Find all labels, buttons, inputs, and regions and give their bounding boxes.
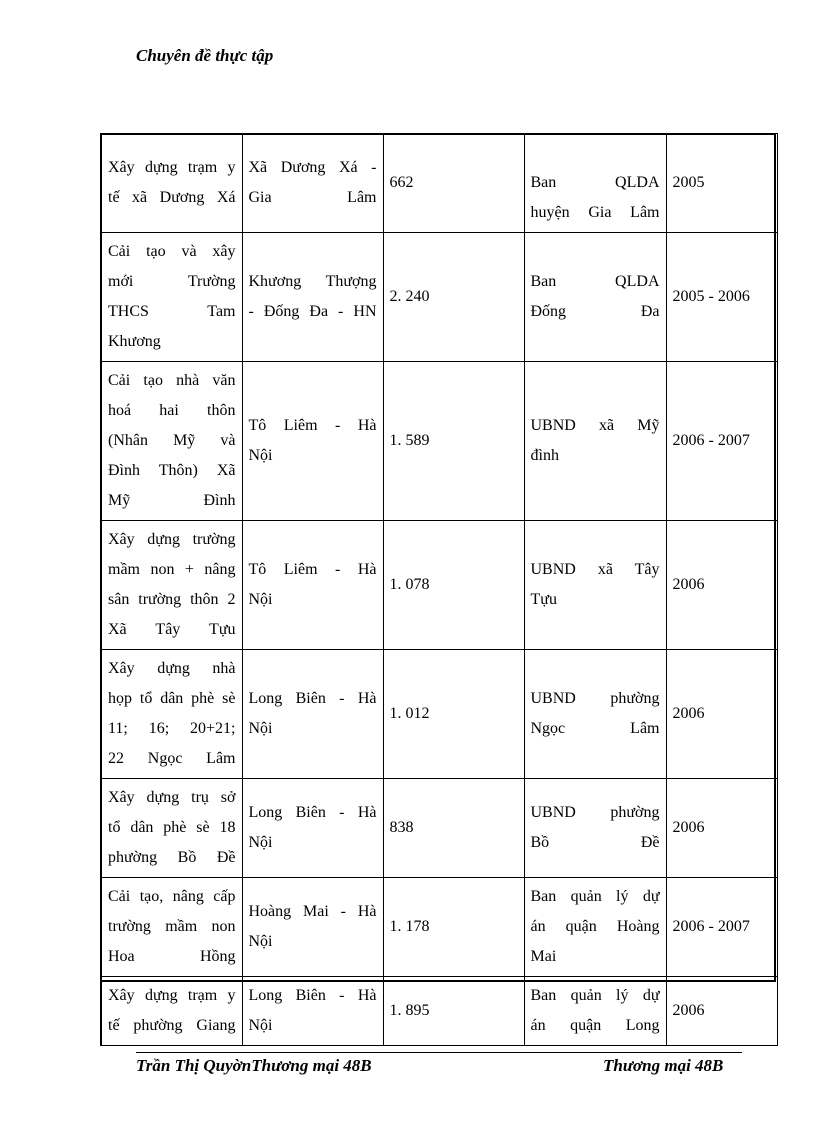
project-cell-line: tổ dân phè sè 18	[108, 819, 236, 836]
value-cell-text: 1. 012	[389, 705, 430, 722]
year-cell	[666, 521, 777, 650]
project-cell-line: Xây dựng trụ sở	[108, 789, 236, 806]
footer-right-text: Thương mại 48B	[603, 1056, 724, 1075]
location-cell-line: Hoàng Mai - Hà	[248, 903, 377, 920]
project-cell-line: Xây dựng trạm y	[108, 987, 236, 1004]
year-cell-text: 2006	[672, 705, 705, 722]
owner-cell	[524, 977, 666, 1046]
project-cell-line: tế xã Dương Xá	[108, 189, 236, 206]
location-cell-line: Nội	[248, 720, 273, 737]
project-cell-line: Xây dựng trường	[108, 531, 236, 548]
location-cell	[242, 779, 383, 878]
owner-cell-line: Ban QLDA	[530, 174, 660, 191]
project-cell-line: Cải tạo nhà văn	[108, 372, 236, 389]
location-cell-line: Long Biên - Hà	[248, 987, 377, 1004]
value-cell-text: 1. 078	[389, 576, 430, 593]
location-cell-line: - Đống Đa - HN	[248, 303, 377, 320]
project-cell-line: Cải tạo, nâng cấp	[108, 888, 236, 905]
value-cell	[383, 779, 524, 878]
year-cell-text: 2006	[672, 576, 705, 593]
year-cell	[666, 233, 777, 362]
location-cell-line: Nội	[248, 1017, 273, 1034]
owner-cell-line: UBND phường	[530, 690, 660, 707]
project-cell-line: trường mầm non	[108, 918, 236, 935]
year-cell-text: 2006 - 2007	[672, 918, 750, 935]
project-cell	[101, 650, 242, 779]
table-row	[101, 878, 777, 977]
location-cell	[242, 134, 383, 233]
location-cell-line: Nội	[248, 591, 273, 608]
location-cell	[242, 650, 383, 779]
value-cell	[383, 134, 524, 233]
location-cell-line: Tô Liêm - Hà	[248, 561, 377, 578]
owner-cell-line: Ban quản lý dự	[530, 987, 660, 1004]
location-cell-line: Nội	[248, 834, 273, 851]
page-header-title: Chuyên đề thực tập	[136, 46, 274, 65]
project-cell-line: Xã Tây Tựu	[108, 621, 236, 638]
value-cell	[383, 878, 524, 977]
project-cell-line: Cải tạo và xây	[108, 243, 236, 260]
table-row	[101, 362, 777, 521]
owner-cell	[524, 521, 666, 650]
year-cell	[666, 878, 777, 977]
projects-table	[100, 133, 778, 1046]
location-cell-line: Nội	[248, 933, 273, 950]
year-cell	[666, 650, 777, 779]
value-cell-text: 662	[389, 174, 414, 191]
owner-cell-line: huyện Gia Lâm	[530, 204, 660, 221]
project-cell	[101, 233, 242, 362]
project-cell-line: 11; 16; 20+21;	[108, 720, 236, 737]
table-row	[101, 521, 777, 650]
year-cell-text: 2005 - 2006	[672, 288, 750, 305]
owner-cell-line: đình	[530, 447, 559, 464]
owner-cell-line: Mai	[530, 948, 557, 965]
year-cell-text: 2006	[672, 1002, 705, 1019]
table-row	[101, 650, 777, 779]
project-cell-line: Mỹ Đình	[108, 492, 236, 509]
owner-cell-line: UBND phường	[530, 804, 660, 821]
footer-divider	[136, 1052, 742, 1053]
value-cell-text: 2. 240	[389, 288, 430, 305]
value-cell	[383, 233, 524, 362]
value-cell	[383, 521, 524, 650]
project-cell	[101, 362, 242, 521]
location-cell	[242, 362, 383, 521]
location-cell-line: Xã Dương Xá -	[248, 159, 377, 176]
value-cell-text: 1. 589	[389, 432, 430, 449]
value-cell	[383, 977, 524, 1046]
owner-cell	[524, 233, 666, 362]
project-cell-line: THCS Tam	[108, 303, 236, 320]
location-cell	[242, 878, 383, 977]
year-cell-text: 2006	[672, 819, 705, 836]
owner-cell-line: UBND xã Mỹ	[530, 417, 660, 434]
year-cell-text: 2005	[672, 174, 705, 191]
project-cell-line: tế phường Giang	[108, 1017, 236, 1034]
project-cell-line: sân trường thôn 2	[108, 591, 236, 608]
owner-cell-line: Bồ Đề	[530, 834, 660, 851]
owner-cell-line: Ngọc Lâm	[530, 720, 660, 737]
project-cell	[101, 779, 242, 878]
project-cell	[101, 977, 242, 1046]
project-cell-line: mầm non + nâng	[108, 561, 236, 578]
year-cell	[666, 977, 777, 1046]
owner-cell-line: Tựu	[530, 591, 557, 608]
owner-cell-line: Ban quản lý dự	[530, 888, 660, 905]
project-cell-line: họp tổ dân phè sè	[108, 690, 236, 707]
value-cell	[383, 362, 524, 521]
owner-cell	[524, 878, 666, 977]
location-cell	[242, 233, 383, 362]
year-cell	[666, 779, 777, 878]
project-cell	[101, 521, 242, 650]
value-cell-text: 1. 178	[389, 918, 430, 935]
project-cell-line: Xây dựng nhà	[108, 660, 236, 677]
project-cell-line: Khương	[108, 333, 161, 350]
project-cell-line: 22 Ngọc Lâm	[108, 750, 236, 767]
table-row	[101, 977, 777, 1046]
project-cell-line: phường Bồ Đề	[108, 849, 236, 866]
year-cell-text: 2006 - 2007	[672, 432, 750, 449]
location-cell-line: Gia Lâm	[248, 189, 377, 206]
table-row	[101, 233, 777, 362]
owner-cell-line: án quận Long	[530, 1017, 660, 1034]
location-cell-line: Khương Thượng	[248, 273, 377, 290]
project-cell	[101, 134, 242, 233]
year-cell	[666, 134, 777, 233]
owner-cell	[524, 362, 666, 521]
owner-cell-line: Đống Đa	[530, 303, 660, 320]
project-cell-line: Đình Thôn) Xã	[108, 462, 236, 479]
location-cell	[242, 977, 383, 1046]
location-cell-line: Long Biên - Hà	[248, 804, 377, 821]
location-cell-line: Nội	[248, 447, 273, 464]
owner-cell-line: UBND xã Tây	[530, 561, 660, 578]
project-cell-line: Hoa Hồng	[108, 948, 236, 965]
owner-cell-line: án quận Hoàng	[530, 918, 660, 935]
owner-cell	[524, 779, 666, 878]
table-row	[101, 134, 777, 233]
location-cell	[242, 521, 383, 650]
value-cell-text: 1. 895	[389, 1002, 430, 1019]
owner-cell	[524, 650, 666, 779]
project-cell-line: (Nhân Mỹ và	[108, 432, 236, 449]
project-cell-line: mới Trường	[108, 273, 236, 290]
owner-cell-line: Ban QLDA	[530, 273, 660, 290]
location-cell-line: Tô Liêm - Hà	[248, 417, 377, 434]
location-cell-line: Long Biên - Hà	[248, 690, 377, 707]
value-cell	[383, 650, 524, 779]
project-cell-line: Xây dựng trạm y	[108, 159, 236, 176]
project-cell-line: hoá hai thôn	[108, 402, 236, 419]
owner-cell	[524, 134, 666, 233]
project-cell	[101, 878, 242, 977]
footer-left-text: Trần Thị QuyờnThương mại 48B	[136, 1056, 372, 1075]
table-row	[101, 779, 777, 878]
value-cell-text: 838	[389, 819, 414, 836]
year-cell	[666, 362, 777, 521]
owner-cell-line	[531, 138, 660, 168]
